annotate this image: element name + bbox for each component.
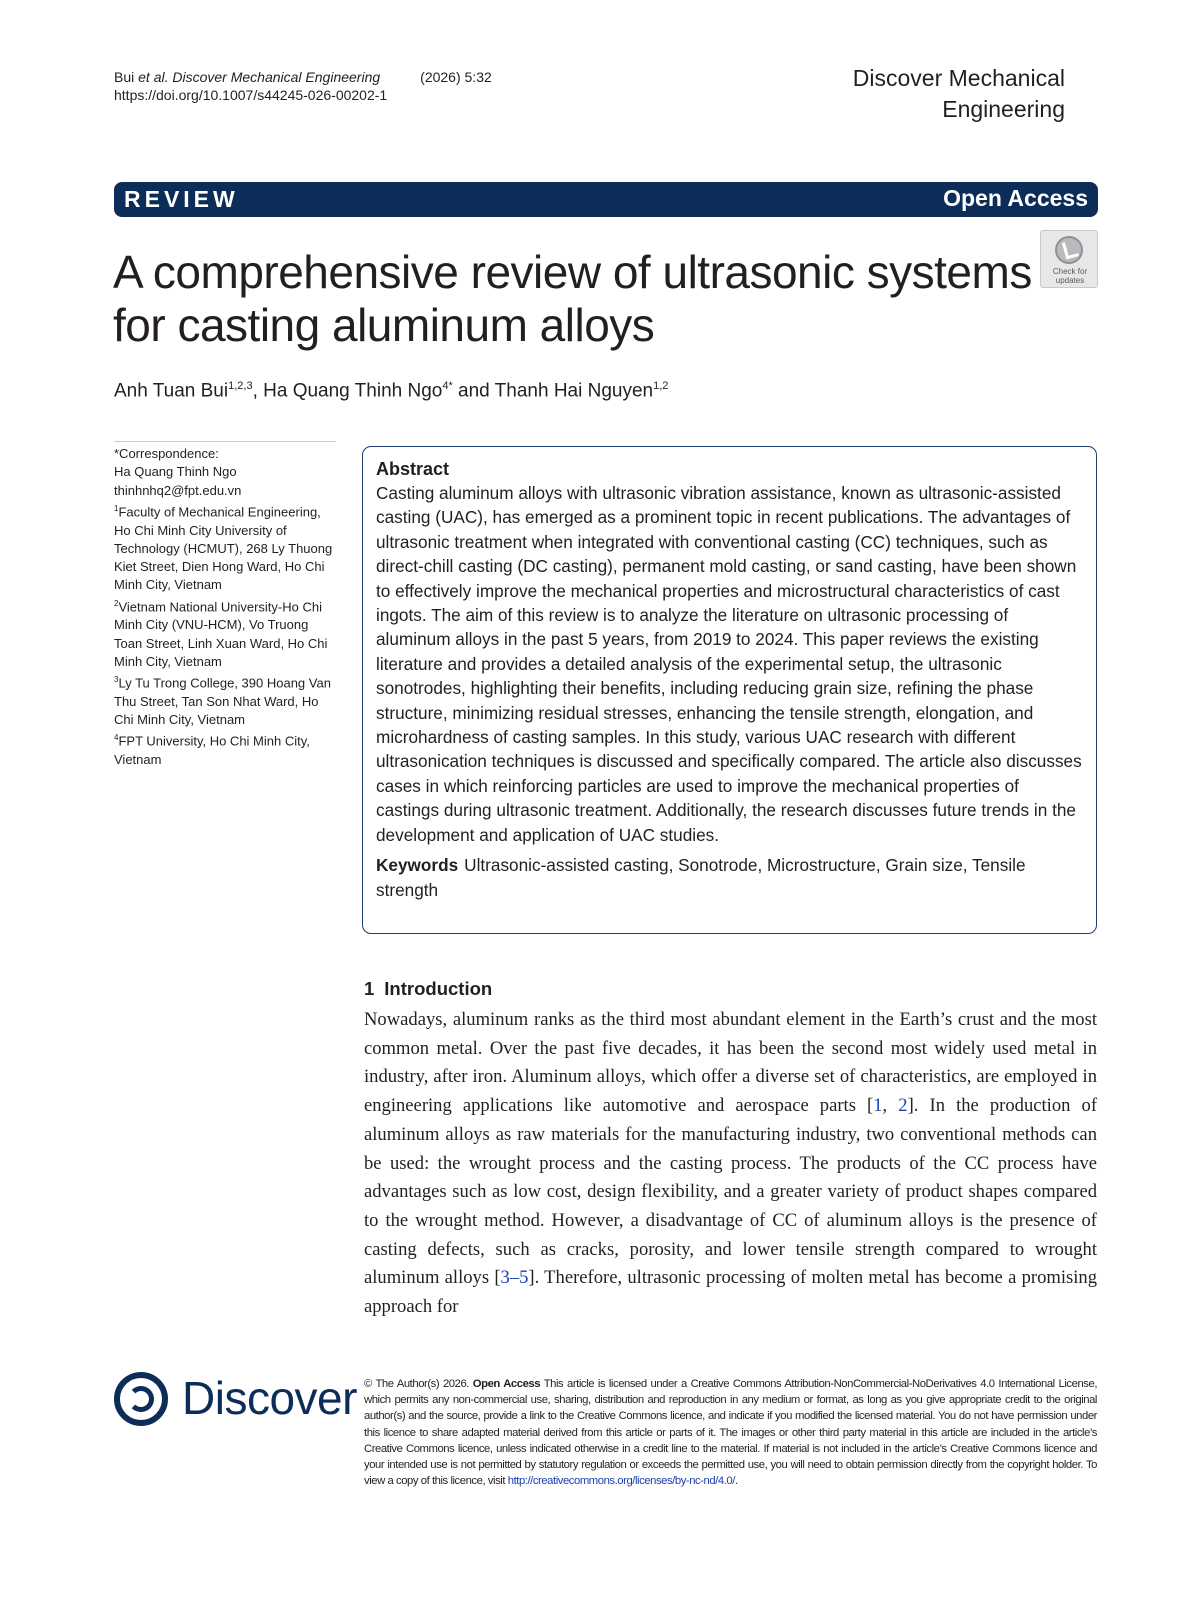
author-name[interactable]: Thanh Hai Nguyen	[494, 380, 654, 402]
open-access-label: Open Access	[943, 185, 1088, 211]
affiliation-item	[114, 500, 339, 595]
affiliation-number: 1	[114, 503, 119, 513]
correspondence-name: Ha Quang Thinh Ngo	[114, 464, 237, 480]
abstract-heading: Abstract	[376, 459, 450, 479]
author-affiliation: 1,2,3	[228, 380, 253, 392]
author-affiliation: 1,2	[653, 380, 669, 392]
keywords	[376, 853, 1083, 902]
discover-logo	[114, 1370, 357, 1430]
author-name[interactable]: Ha Quang Thinh Ngo	[263, 380, 443, 402]
journal-title-line2: Engineering	[942, 96, 1065, 122]
correspondence-sidebar	[114, 445, 339, 769]
affiliation-text: FPT University, Ho Chi Minh City, Vietnam	[114, 733, 310, 768]
affiliation-number: 4	[114, 733, 119, 743]
journal-title-line1: Discover Mechanical	[852, 65, 1065, 91]
citation-link[interactable]: 1	[873, 1095, 883, 1117]
intro-text: ]. In the production of aluminum alloys as raw materials for the manufacturing industry, two conventional methods can be used: the wrought process and the casting process. The products of the CC process have advantages such as low cost, design flexibility, and a greater variety of product shapes compared to the wrought method. However, a disadvantage of CC of aluminum alloys is the presence of casting defects, such as cracks, porosity, and lower tensile strength compared to wrought aluminum alloys [	[364, 1095, 1098, 1289]
author-list	[114, 373, 668, 404]
affiliation-number: 2	[114, 598, 119, 608]
citation-author: Bui	[114, 69, 139, 85]
intro-text: ]. Therefore, ultrasonic processing of molten metal has become a promising approach for	[364, 1267, 1097, 1318]
abstract-text: Casting aluminum alloys with ultrasonic vibration assistance, known as ultrasonic-assisted casting (UAC), has emerged as a prominent topic in recent publications. The advantages of ultrasonic treatment when integrated with conventional casting (CC) techniques, such as direct-chill casting (DC casting), permanent mold casting, or sand casting, have been shown to effectively improve the mechanical properties and microstructural characteristics of cast ingots. The aim of this review is to analyze the literature on ultrasonic processing of aluminum alloys in the past 5 years, from 2019 to 2024. This paper reviews the existing literature and provides a detailed analysis of the experimental setup, the ultrasonic sonotrodes, highlighting their benefits, including reducing grain size, refining the phase structure, minimizing residual stresses, enhancing the tensile strength, elongation, and microhardness of casting samples. In this study, various UAC research with different ultrasonication techniques is discussed and specifically compared. The article also discusses cases in which reinforcing particles are used to improve the mechanical properties of castings during ultrasonic treatment. Additionally, the research discusses future trends in the development and application of UAC studies.	[376, 483, 1082, 845]
license-url[interactable]: http://creativecommons.org/licenses/by-nc-nd/4.0/	[507, 1475, 735, 1488]
license-open-access: Open Access	[472, 1378, 541, 1390]
correspondence-label: *Correspondence:	[114, 446, 219, 461]
doi-link[interactable]: https://doi.org/10.1007/s44245-026-00202-1	[114, 87, 388, 103]
check-updates-line2: updates	[1055, 276, 1085, 285]
section-title: Introduction	[384, 978, 493, 999]
check-updates-line1: Check for	[1052, 267, 1088, 276]
affiliation-text: Vietnam National University-Ho Chi Minh City (VNU-HCM), Vo Truong Toan Street, Linh Xuan Ward, Ho Chi Minh City, Vietnam	[114, 599, 328, 669]
journal-title	[853, 63, 1065, 125]
affiliation-text: Ly Tu Trong College, 390 Hoang Van Thu Street, Tan Son Nhat Ward, Ho Chi Minh City, Vietnam	[114, 675, 331, 728]
sidebar-divider	[114, 441, 336, 442]
author-separator: and	[452, 380, 495, 402]
affiliation-item	[114, 729, 339, 769]
citation-link[interactable]: 3–5	[500, 1267, 529, 1289]
citation-link[interactable]: 2	[898, 1095, 908, 1117]
article-type-banner	[114, 182, 1098, 217]
license-text	[364, 1376, 1097, 1489]
citation-year-volume: (2026) 5:32	[420, 69, 492, 85]
affiliation-number: 3	[114, 675, 119, 685]
section-number: 1	[364, 978, 375, 999]
affiliation-item	[114, 671, 339, 729]
author-name[interactable]: Anh Tuan Bui	[114, 380, 229, 402]
affiliation-item	[114, 595, 339, 672]
license-end: .	[734, 1475, 738, 1488]
citation-etal: et al.	[138, 69, 169, 85]
citation-separator: ,	[882, 1095, 899, 1117]
correspondence-email[interactable]: thinhnhq2@fpt.edu.vn	[114, 482, 242, 498]
introduction-paragraph	[364, 1006, 1097, 1322]
author-affiliation: 4*	[442, 380, 453, 392]
citation-line	[114, 68, 492, 86]
keywords-label: Keywords	[376, 855, 459, 876]
license-body: This article is licensed under a Creative Commons Attribution-NonCommercial-NoDerivatives 4.0 International License, which permits any non-commercial use, sharing, distribution and reproduction in any medium or format, as long as you give appropriate credit to the original author(s) and the source, provide a link to the Creative Commons licence, and indicate if you modified the licensed material. You do not have permission under this licence to share adapted material derived from this article or parts of it. The images or other third party material in this article are included in the article’s Creative Commons licence, unless indicated otherwise in a credit line to the material. If material is not included in the article’s Creative Commons licence and your intended use is not permitted by statutory regulation or exceeds the permitted use, you will need to obtain permission directly from the copyright holder. To view a copy of this licence, visit	[364, 1378, 1098, 1488]
discover-logo-icon	[114, 1372, 168, 1426]
citation-block	[114, 68, 492, 104]
discover-logo-text: Discover	[182, 1372, 357, 1424]
copyright: © The Author(s) 2026.	[364, 1378, 473, 1390]
section-heading	[364, 977, 492, 1001]
article-type: REVIEW	[124, 186, 239, 212]
intro-text: Nowadays, aluminum ranks as the third most abundant element in the Earth’s crust and the most common metal. Over the past five decades, it has been the second most widely used metal in industry, after iron. Aluminum alloys, which offer a diverse set of characteristics, are employed in engineering applications like automotive and aerospace parts [	[364, 1009, 1097, 1117]
article-title: A comprehensive review of ultrasonic systems for casting aluminum alloys	[113, 246, 1032, 351]
author-separator: ,	[252, 380, 264, 402]
citation-journal: Discover Mechanical Engineering	[172, 69, 381, 85]
abstract-box	[362, 446, 1097, 934]
check-updates-text	[1041, 267, 1099, 285]
check-updates-icon	[1055, 236, 1083, 264]
affiliation-text: Faculty of Mechanical Engineering, Ho Chi Minh City University of Technology (HCMUT), 268 Ly Thuong Kiet Street, Dien Hong Ward, Ho Chi Minh City, Vietnam	[114, 504, 333, 593]
keywords-list: Ultrasonic-assisted casting, Sonotrode, Microstructure, Grain size, Tensile strength	[376, 855, 1026, 900]
check-for-updates-badge[interactable]	[1040, 230, 1098, 288]
